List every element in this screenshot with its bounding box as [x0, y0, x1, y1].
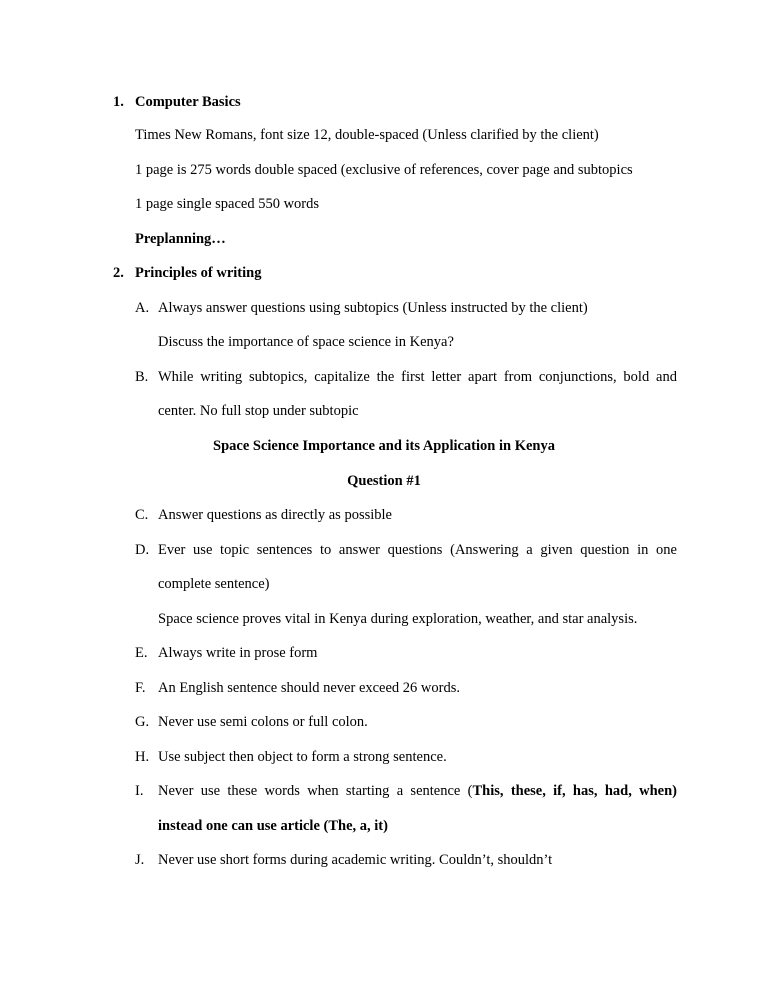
item-j-text: Never use short forms during academic writing. Couldn’t, shouldn’t	[158, 852, 553, 868]
item-j-letter: J.	[135, 852, 145, 868]
item-a-text: Always answer questions using subtopics (Unless instructed by the client)	[158, 300, 588, 316]
section-1-line-2: 1 page is 275 words double spaced (exclusive of references, cover page and subtopics	[135, 162, 633, 178]
item-e-text: Always write in prose form	[158, 645, 318, 661]
item-b-text-line-2: center. No full stop under subtopic	[158, 403, 359, 419]
item-i-bold-words: This, these, if, has, had, when)	[472, 783, 677, 799]
item-d-text-line-1: Ever use topic sentences to answer questions (Answering a given question in one	[158, 542, 677, 558]
item-d-text-line-2: complete sentence)	[158, 576, 270, 592]
section-1-title: Computer Basics	[135, 94, 241, 110]
item-g-text: Never use semi colons or full colon.	[158, 714, 368, 730]
item-a-letter: A.	[135, 300, 150, 316]
section-1-number: 1.	[113, 94, 124, 110]
item-b-text-line-1: While writing subtopics, capitalize the first letter apart from conjunctions, bold and	[158, 369, 677, 385]
item-i-letter: I.	[135, 783, 144, 799]
section-1-line-3: 1 page single spaced 550 words	[135, 196, 320, 212]
item-d-example: Space science proves vital in Kenya during exploration, weather, and star analysis.	[158, 611, 638, 627]
item-h-letter: H.	[135, 749, 150, 765]
item-c-text: Answer questions as directly as possible	[158, 507, 392, 523]
subtopic-heading: Space Science Importance and its Application in Kenya	[213, 438, 555, 454]
section-1-line-1: Times New Romans, font size 12, double-spaced (Unless clarified by the client)	[135, 127, 599, 143]
preplanning-heading: Preplanning…	[135, 231, 226, 247]
item-g-letter: G.	[135, 714, 150, 730]
item-i-text-line-1	[158, 782, 677, 800]
item-b-letter: B.	[135, 369, 149, 385]
item-f-text: An English sentence should never exceed 26 words.	[158, 680, 461, 696]
item-i-text-line-2: instead one can use article (The, a, it)	[158, 818, 388, 834]
item-h-text: Use subject then object to form a strong sentence.	[158, 749, 447, 765]
item-i-plain-text: Never use these words when starting a sentence (	[158, 783, 473, 799]
item-e-letter: E.	[135, 645, 148, 661]
item-f-letter: F.	[135, 680, 146, 696]
item-c-letter: C.	[135, 507, 149, 523]
question-heading: Question #1	[347, 473, 421, 489]
section-2-title: Principles of writing	[135, 265, 262, 281]
item-a-example: Discuss the importance of space science in Kenya?	[158, 334, 454, 350]
item-d-letter: D.	[135, 542, 150, 558]
section-2-number: 2.	[113, 265, 124, 281]
